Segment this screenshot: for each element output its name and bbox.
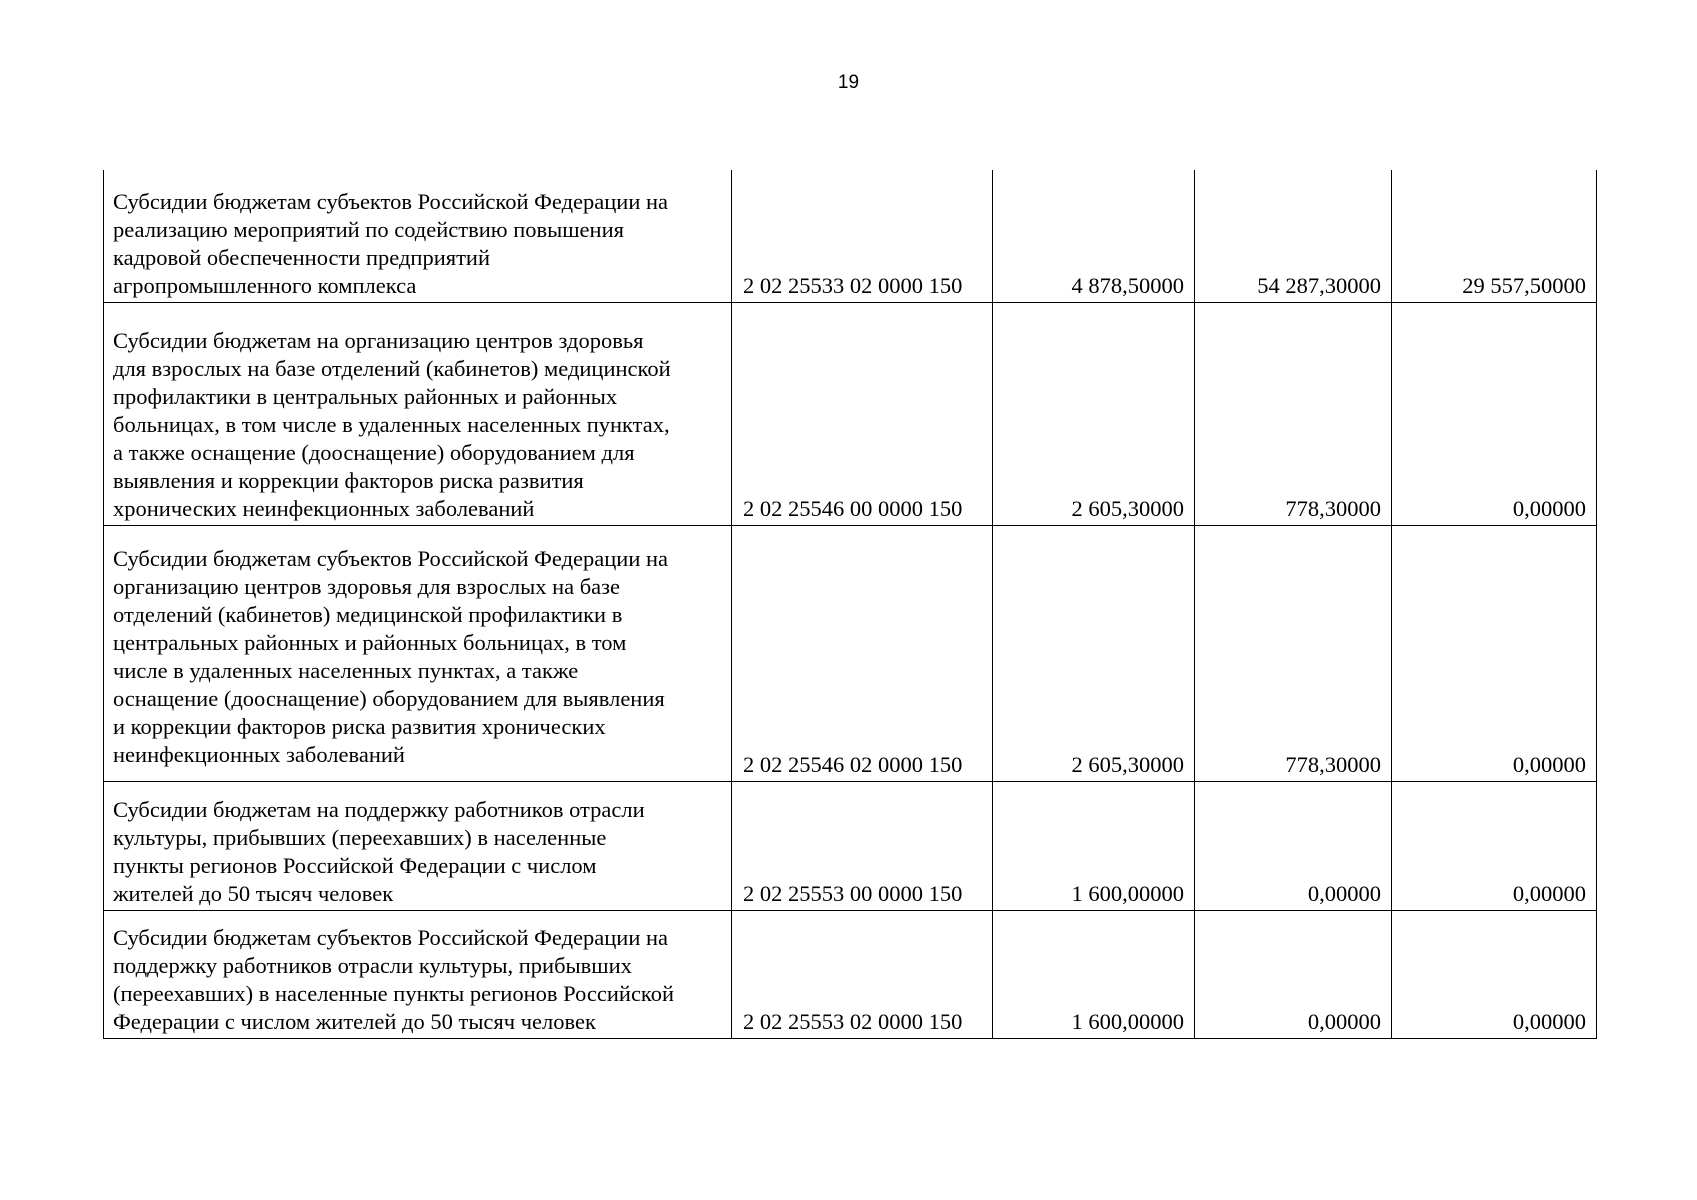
amount-cell-1: 4 878,50000	[993, 170, 1195, 302]
amount-cell-1: 1 600,00000	[993, 910, 1195, 1038]
amount-cell-2: 778,30000	[1195, 302, 1392, 525]
subsidy-name-line: Субсидии бюджетам субъектов Российской Федерации на	[113, 188, 669, 214]
subsidy-name-line: агропромышленного комплекса	[113, 272, 417, 298]
subsidy-name-line: числе в удаленных населенных пунктах, а также	[113, 657, 579, 683]
subsidy-name-line: Субсидии бюджетам субъектов Российской Федерации на	[113, 924, 669, 950]
amount-cell-3: 0,00000	[1392, 910, 1597, 1038]
amount-cell-1: 1 600,00000	[993, 781, 1195, 910]
subsidy-name-line: хронических неинфекционных заболеваний	[113, 495, 535, 521]
amount-cell-3: 0,00000	[1392, 302, 1597, 525]
subsidy-name-line: отделений (кабинетов) медицинской профилактики в	[113, 601, 623, 627]
subsidy-name-cell	[104, 525, 732, 781]
subsidy-name-line: организацию центров здоровья для взрослых на базе	[113, 573, 621, 599]
subsidy-name-line: центральных районных и районных больницах, в том	[113, 629, 627, 655]
subsidy-name-line: для взрослых на базе отделений (кабинетов) медицинской	[113, 355, 671, 381]
subsidy-name-line: кадровой обеспеченности предприятий	[113, 244, 491, 270]
budget-code-cell: 2 02 25546 02 0000 150	[732, 525, 993, 781]
subsidy-name-cell	[104, 781, 732, 910]
subsidy-name-line: больницах, в том числе в удаленных населенных пунктах,	[113, 411, 670, 437]
subsidy-name-line: Федерации с числом жителей до 50 тысяч человек	[113, 1008, 596, 1034]
subsidy-name-line: выявления и коррекции факторов риска развития	[113, 467, 584, 493]
subsidy-name-line: жителей до 50 тысяч человек	[113, 880, 394, 906]
subsidy-name-cell	[104, 170, 732, 302]
amount-cell-1: 2 605,30000	[993, 525, 1195, 781]
table-row	[104, 170, 1597, 302]
subsidy-name-cell	[104, 302, 732, 525]
subsidy-name-line: профилактики в центральных районных и районных	[113, 383, 618, 409]
page-number: 19	[837, 72, 860, 93]
amount-cell-1: 2 605,30000	[993, 302, 1195, 525]
budget-subsidies-table	[103, 170, 1597, 1039]
subsidy-name-cell	[104, 910, 732, 1038]
subsidy-name-line: Субсидии бюджетам на организацию центров здоровья	[113, 327, 644, 353]
subsidy-name-line: оснащение (дооснащение) оборудованием для выявления	[113, 685, 665, 711]
subsidy-name-line: Субсидии бюджетам субъектов Российской Федерации на	[113, 545, 669, 571]
table-row	[104, 781, 1597, 910]
subsidy-name-line: поддержку работников отрасли культуры, прибывших	[113, 952, 632, 978]
subsidy-name-line: пункты регионов Российской Федерации с числом	[113, 852, 597, 878]
budget-code-cell: 2 02 25553 02 0000 150	[732, 910, 993, 1038]
subsidy-name-line: Субсидии бюджетам на поддержку работников отрасли	[113, 796, 645, 822]
amount-cell-2: 0,00000	[1195, 910, 1392, 1038]
amount-cell-2: 0,00000	[1195, 781, 1392, 910]
amount-cell-3: 0,00000	[1392, 781, 1597, 910]
budget-code-cell: 2 02 25533 02 0000 150	[732, 170, 993, 302]
amount-cell-2: 54 287,30000	[1195, 170, 1392, 302]
table-row	[104, 910, 1597, 1038]
table-row	[104, 525, 1597, 781]
amount-cell-2: 778,30000	[1195, 525, 1392, 781]
amount-cell-3: 29 557,50000	[1392, 170, 1597, 302]
subsidy-name-line: а также оснащение (дооснащение) оборудованием для	[113, 439, 635, 465]
subsidy-name-line: реализацию мероприятий по содействию повышения	[113, 216, 624, 242]
subsidy-name-line: культуры, прибывших (переехавших) в населенные	[113, 824, 607, 850]
budget-code-cell: 2 02 25553 00 0000 150	[732, 781, 993, 910]
budget-code-cell: 2 02 25546 00 0000 150	[732, 302, 993, 525]
subsidy-name-line: неинфекционных заболеваний	[113, 741, 405, 767]
subsidy-name-line: (переехавших) в населенные пункты регионов Российской	[113, 980, 675, 1006]
amount-cell-3: 0,00000	[1392, 525, 1597, 781]
table-row	[104, 302, 1597, 525]
subsidy-name-line: и коррекции факторов риска развития хронических	[113, 713, 606, 739]
